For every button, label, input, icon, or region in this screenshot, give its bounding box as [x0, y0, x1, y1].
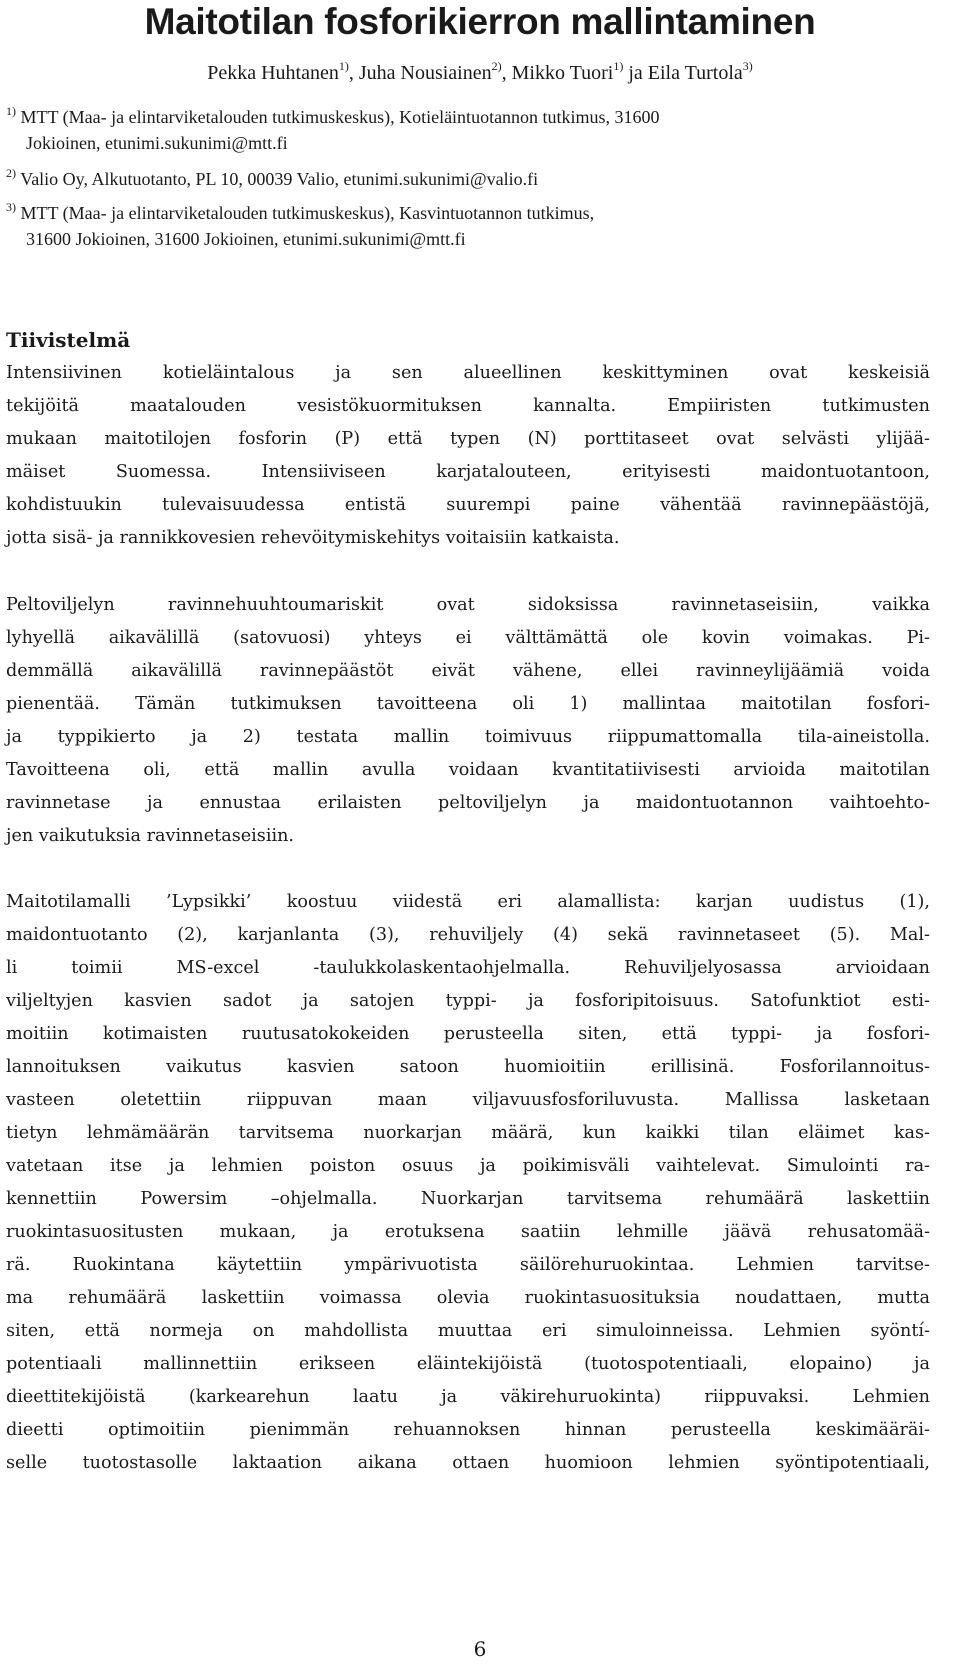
text-line: ruokintasuositusten mukaan, ja erotuksena saatiin lehmille jäävä rehusatomää- [6, 1222, 930, 1242]
abstract-paragraph-2 [6, 589, 930, 853]
text-line: ravinnetase ja ennustaa erilaisten peltoviljelyn ja maidontuotannon vaihtoehto- [6, 793, 930, 813]
text-line: dieetti optimoitiin pienimmän rehuannoksen hinnan perusteella keskimääräi- [6, 1420, 930, 1440]
text-line: demmällä aikavälillä ravinnepäästöt eivät vähene, ellei ravinneylijäämiä voida [6, 661, 930, 681]
text-line: jotta sisä- ja rannikkovesien rehevöitymiskehitys voitaisiin katkaista. [6, 528, 620, 548]
text-line: ja typpikierto ja 2) testata mallin toimivuus riippumattomalla tila-aineistolla. [6, 727, 930, 747]
author-list [0, 60, 960, 86]
affiliation-text: Valio Oy, Alkutuotanto, PL 10, 00039 Valio, etunimi.sukunimi@valio.fi [20, 169, 539, 189]
text-line: jen vaikutuksia ravinnetaseisiin. [6, 826, 295, 846]
text-line: Maitotilamalli ’Lypsikki’ koostuu viidestä eri alamallista: karjan uudistus (1), [6, 892, 930, 912]
affiliation-marker: 1) [613, 59, 624, 74]
text-line: dieettitekijöistä (karkearehun laatu ja väkirehuruokinta) riippuvaksi. Lehmien [6, 1387, 930, 1407]
affiliation-text: Jokioinen, etunimi.sukunimi@mtt.fi [26, 133, 288, 153]
affiliation-3 [6, 200, 936, 252]
abstract-paragraph-1 [6, 357, 930, 555]
text-line: tietyn lehmämäärän tarvitsema nuorkarjan määrä, kun kaikki tilan eläimet kas- [6, 1123, 930, 1143]
affiliation-marker: 1) [6, 104, 16, 118]
text-line: Intensiivinen kotieläintalous ja sen alueellinen keskittyminen ovat keskeisiä [6, 363, 930, 383]
abstract-paragraph-3 [6, 886, 930, 1480]
author-separator: , [348, 62, 359, 84]
author-separator: ja [623, 62, 648, 84]
text-line: siten, että normeja on mahdollista muuttaa eri simuloinneissa. Lehmien syöntí- [6, 1321, 930, 1341]
section-heading: Tiivistelmä [6, 328, 131, 352]
text-line: lyhyellä aikavälillä (satovuosi) yhteys ei välttämättä ole kovin voimakas. Pi- [6, 628, 930, 648]
affiliation-marker: 3) [742, 59, 753, 74]
text-line: Peltoviljelyn ravinnehuuhtoumariskit ovat sidoksissa ravinnetaseisiin, vaikka [6, 595, 930, 615]
author-name: Eila Turtola [647, 62, 743, 84]
text-line: rä. Ruokintana käytettiin ympärivuotista säilörehuruokintaa. Lehmien tarvitse- [6, 1255, 930, 1275]
text-line: maidontuotanto (2), karjanlanta (3), rehuviljely (4) sekä ravinnetaseet (5). Mal- [6, 925, 930, 945]
affiliation-marker: 3) [6, 200, 16, 214]
text-line: lannoituksen vaikutus kasvien satoon huomioitiin erillisinä. Fosforilannoitus- [6, 1057, 930, 1077]
affiliation-text: MTT (Maa- ja elintarviketalouden tutkimuskeskus), Kotieläintuotannon tutkimus, 31600 [20, 107, 660, 127]
text-line: vatetaan itse ja lehmien poiston osuus ja poikimisväli vaihtelevat. Simulointi ra- [6, 1156, 930, 1176]
affiliation-text: MTT (Maa- ja elintarviketalouden tutkimuskeskus), Kasvintuotannon tutkimus, [20, 203, 595, 223]
affiliation-text: 31600 Jokioinen, 31600 Jokioinen, etunimi.sukunimi@mtt.fi [26, 229, 466, 249]
text-line: Tavoitteena oli, että mallin avulla voidaan kvantitatiivisesti arvioida maitotilan [6, 760, 930, 780]
text-line: viljeltyjen kasvien sadot ja satojen typpi- ja fosforipitoisuus. Satofunktiot esti- [6, 991, 930, 1011]
text-line: mäiset Suomessa. Intensiiviseen karjatalouteen, erityisesti maidontuotantoon, [6, 462, 930, 482]
author-separator: , [501, 62, 512, 84]
text-line: vasteen oletettiin riippuvan maan viljavuusfosforiluvusta. Mallissa lasketaan [6, 1090, 930, 1110]
text-line: potentiaali mallinnettiin erikseen eläintekijöistä (tuotospotentiaali, elopaino) ja [6, 1354, 930, 1374]
text-line: selle tuotostasolle laktaation aikana ottaen huomioon lehmien syöntipotentiaali, [6, 1453, 930, 1473]
author-name: Mikko Tuori [511, 62, 614, 84]
affiliation-1 [6, 104, 936, 156]
text-line: ma rehumäärä laskettiin voimassa olevia ruokintasuosituksia noudattaen, mutta [6, 1288, 930, 1308]
affiliation-marker: 2) [491, 59, 502, 74]
text-line: moitiin kotimaisten ruutusatokokeiden perusteella siten, että typpi- ja fosfori- [6, 1024, 930, 1044]
text-line: kohdistuukin tulevaisuudessa entistä suurempi paine vähentää ravinnepäästöjä, [6, 495, 930, 515]
page-number: 6 [473, 1637, 487, 1661]
affiliation-marker: 1) [338, 59, 349, 74]
text-line: li toimii MS-excel -taulukkolaskentaohjelmalla. Rehuviljelyosassa arvioidaan [6, 958, 930, 978]
author-name: Juha Nousiainen [358, 62, 492, 84]
affiliation-marker: 2) [6, 166, 16, 180]
text-line: kennettiin Powersim –ohjelmalla. Nuorkarjan tarvitsema rehumäärä laskettiin [6, 1189, 930, 1209]
text-line: mukaan maitotilojen fosforin (P) että typen (N) porttitaseet ovat selvästi ylijää- [6, 429, 930, 449]
text-line: tekijöitä maatalouden vesistökuormituksen kannalta. Empiiristen tutkimusten [6, 396, 930, 416]
affiliation-2 [6, 166, 936, 192]
paper-title: Maitotilan fosforikierron mallintaminen [144, 1, 816, 42]
author-name: Pekka Huhtanen [207, 62, 339, 84]
text-line: pienentää. Tämän tutkimuksen tavoitteena oli 1) mallintaa maitotilan fosfori- [6, 694, 930, 714]
